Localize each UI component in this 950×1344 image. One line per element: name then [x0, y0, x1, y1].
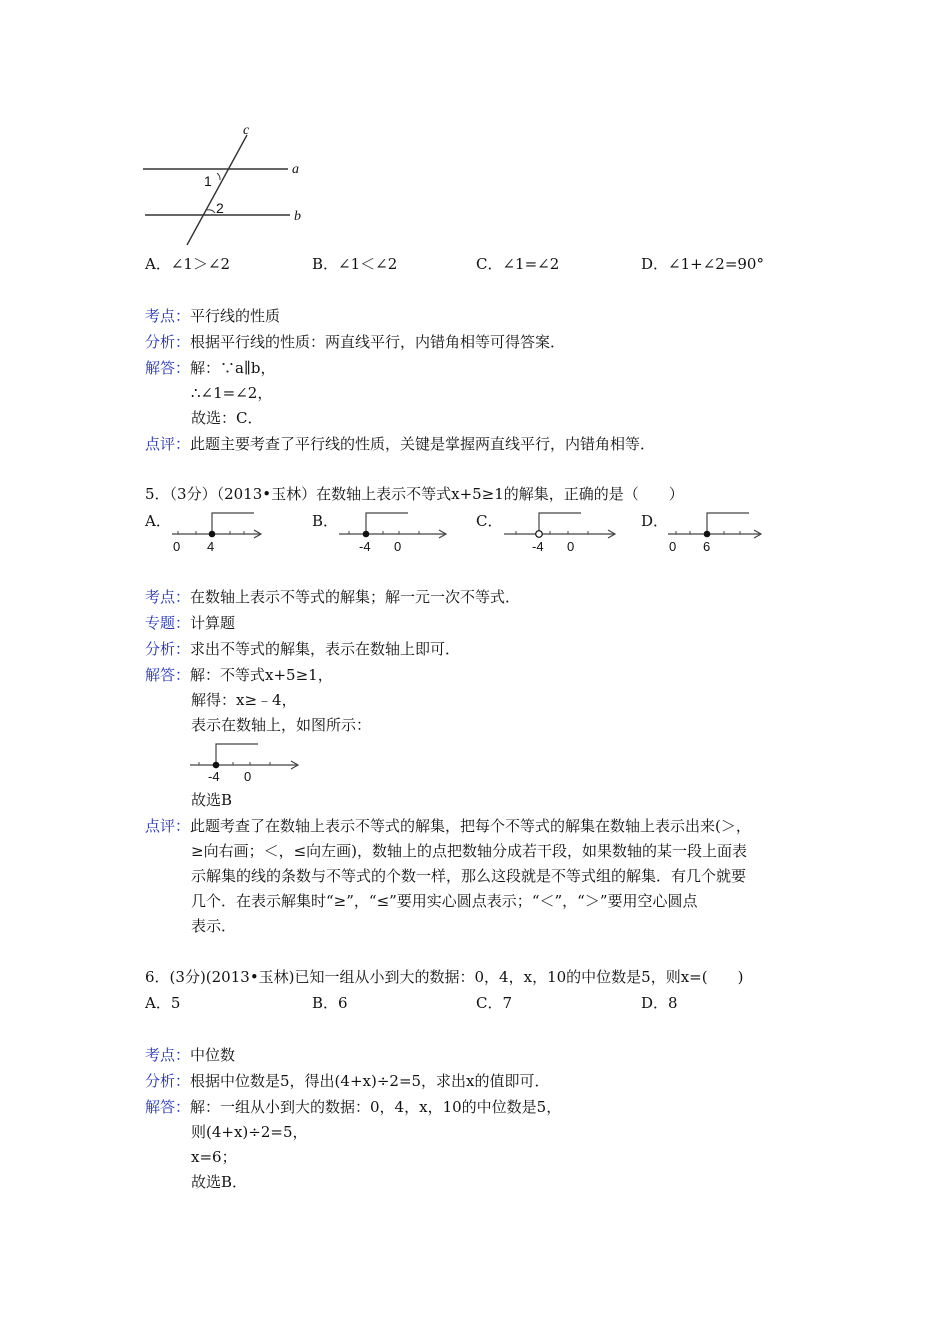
q6-option-b[interactable]: B．6 [312, 994, 348, 1012]
tick-label: 0 [567, 539, 575, 554]
q5-kaodian: 考点：在数轴上表示不等式的解集；解一元一次不等式． [145, 588, 521, 606]
q5-option-c-number-line[interactable] [502, 508, 622, 556]
q6-stem: 6．(3分)(2013•玉林)已知一组从小到大的数据：0，4，x，10的中位数是5，则x=( ) [145, 968, 744, 986]
q6-fenxi: 分析：根据中位数是5，得出(4+x)÷2=5，求出x的值即可． [145, 1072, 550, 1090]
q4-dianping: 点评：此题主要考查了平行线的性质，关键是掌握两直线平行，内错角相等． [145, 435, 656, 453]
label-c: c [243, 123, 250, 138]
label-b: b [294, 209, 301, 224]
q5-option-a-letter[interactable]: A． [145, 512, 171, 530]
q5-option-c-letter[interactable]: C． [476, 512, 503, 530]
q5-jieda: 解答：解：不等式x+5≥1， [145, 666, 333, 684]
q4-jieda-line-2: ∴∠1=∠2， [191, 384, 273, 402]
line-c [187, 135, 247, 245]
q5-answer-number-line [187, 739, 303, 785]
tick-label: -4 [532, 539, 544, 554]
q6-option-a[interactable]: A．5 [145, 994, 181, 1012]
solid-dot [363, 531, 370, 538]
q5-option-d-letter[interactable]: D． [641, 512, 669, 530]
tick-label: -4 [359, 539, 371, 554]
parallel-lines-figure [140, 118, 320, 250]
q4-kaodian: 考点：平行线的性质 [145, 307, 281, 325]
tick-label: 0 [669, 539, 677, 554]
hollow-dot [536, 531, 543, 538]
angle-2-arc [207, 210, 215, 213]
label-angle-1: 1 [204, 173, 212, 189]
q5-option-b-letter[interactable]: B． [312, 512, 339, 530]
q6-option-c[interactable]: C．7 [476, 994, 513, 1012]
q5-stem: 5．（3分）（2013•玉林）在数轴上表示不等式x+5≥1的解集，正确的是（ ） [145, 485, 684, 503]
q5-dianping-line-3: 示解集的线的条数与不等式的个数一样，那么这段就是不等式组的解集．有几个就要 [191, 867, 747, 885]
angle-1-arc [217, 173, 220, 180]
q5-fenxi: 分析：求出不等式的解集，表示在数轴上即可． [145, 640, 461, 658]
q6-jieda: 解答：解：一组从小到大的数据：0，4，x，10的中位数是5， [145, 1098, 562, 1116]
q6-jieda-line-4: 故选B． [191, 1173, 248, 1191]
q5-jieda-line-3: 表示在数轴上，如图所示： [191, 716, 372, 734]
q4-jieda-line-3: 故选：C． [191, 409, 263, 427]
solid-dot [704, 531, 711, 538]
q6-kaodian: 考点：中位数 [145, 1046, 236, 1064]
tick-label: 4 [207, 539, 215, 554]
q5-option-d-number-line[interactable] [666, 508, 766, 556]
q6-option-d[interactable]: D．8 [641, 994, 678, 1012]
solid-dot [213, 762, 220, 769]
q5-dianping-line-2: ≥向右画；＜，≤向左画)，数轴上的点把数轴分成若干段，如果数轴的某一段上面表 [191, 842, 747, 860]
q4-jieda: 解答：解：∵a∥b， [145, 359, 276, 377]
q5-option-b-number-line[interactable] [337, 508, 452, 556]
q4-option-a[interactable]: A．∠1＞∠2 [145, 255, 231, 273]
label-angle-2: 2 [216, 200, 224, 216]
q4-option-d[interactable]: D．∠1+∠2=90° [641, 255, 764, 273]
q6-jieda-line-2: 则(4+x)÷2=5， [191, 1123, 308, 1141]
tick-label: -4 [208, 769, 220, 784]
q5-jieda-end: 故选B [191, 791, 233, 809]
solid-dot [209, 531, 216, 538]
q5-dianping-line-4: 几个．在表示解集时“≥”，“≤”要用实心圆点表示；“＜”，“＞”要用空心圆点 [191, 892, 698, 910]
label-a: a [292, 162, 299, 177]
tick-label: 0 [173, 539, 181, 554]
q5-jieda-line-2: 解得：x≥﹣4， [191, 691, 297, 709]
q5-dianping-line-5: 表示． [191, 917, 237, 935]
tick-label: 0 [244, 769, 252, 784]
tick-label: 6 [703, 539, 711, 554]
q4-option-c[interactable]: C．∠1=∠2 [476, 255, 560, 273]
tick-label: 0 [394, 539, 402, 554]
q5-dianping: 点评：此题考查了在数轴上表示不等式的解集，把每个不等式的解集在数轴上表示出来(＞， [145, 817, 751, 835]
q5-option-a-number-line[interactable] [168, 508, 268, 556]
q4-option-b[interactable]: B．∠1＜∠2 [312, 255, 398, 273]
q4-fenxi: 分析：根据平行线的性质：两直线平行，内错角相等可得答案． [145, 333, 566, 351]
q6-jieda-line-3: x=6； [191, 1148, 237, 1166]
q5-zhuanti: 专题：计算题 [145, 614, 236, 632]
